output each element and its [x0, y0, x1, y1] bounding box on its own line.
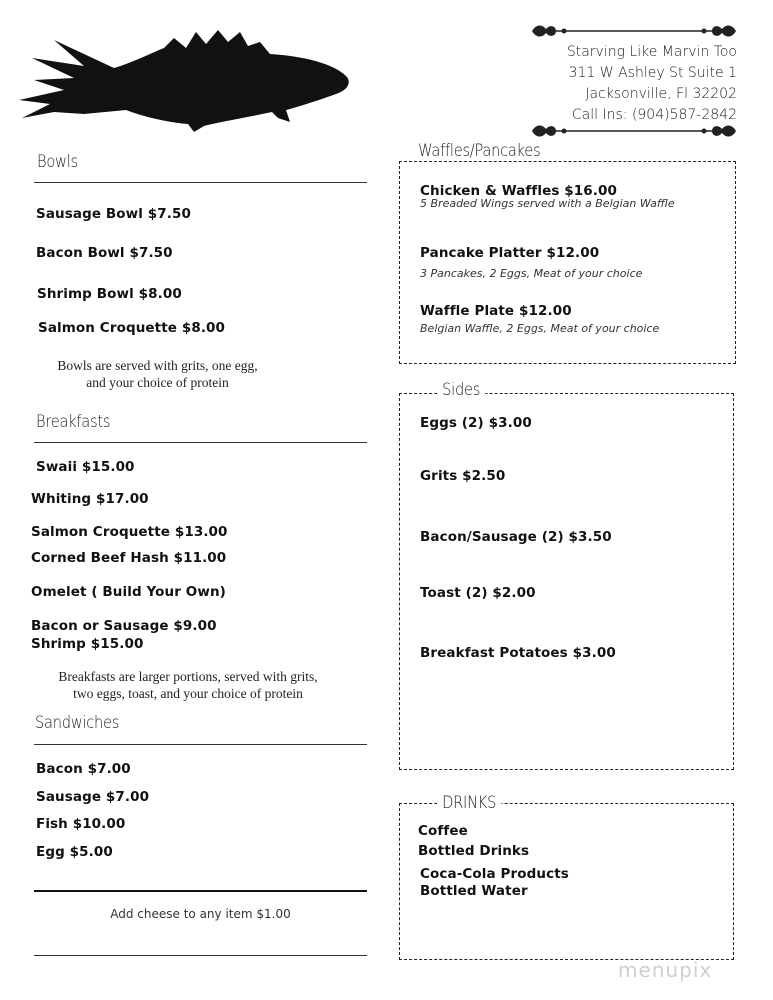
menu-item: Bacon $7.00	[36, 761, 131, 777]
menu-item: Eggs (2) $3.00	[420, 415, 532, 431]
sandwiches-heading: Sandwiches	[35, 713, 120, 733]
sides-box	[399, 393, 734, 770]
restaurant-city: Jacksonville, Fl 32202	[585, 86, 737, 102]
menu-item: Bacon Bowl $7.50	[36, 245, 173, 261]
menu-item: Egg $5.00	[36, 844, 113, 860]
menu-item: Breakfast Potatoes $3.00	[420, 645, 616, 661]
sandwiches-divider	[34, 744, 367, 745]
menu-item: Omelet ( Build Your Own)	[31, 584, 226, 600]
add-on-divider-bottom	[34, 955, 367, 956]
waffles-heading: Waffles/Pancakes	[413, 141, 546, 161]
menu-item: Fish $10.00	[36, 816, 126, 832]
menu-item: Sausage Bowl $7.50	[36, 206, 191, 222]
drinks-heading: DRINKS	[437, 793, 501, 813]
breakfasts-heading: Breakfasts	[36, 412, 111, 432]
menu-item: Pancake Platter $12.00	[420, 245, 600, 261]
add-on-divider-top	[34, 890, 367, 892]
menu-item: Shrimp $15.00	[31, 636, 144, 652]
fish-silhouette-icon	[14, 18, 354, 136]
menu-item: Coca-Cola Products	[420, 866, 569, 882]
restaurant-phone: Call Ins: (904)587-2842	[571, 107, 737, 123]
flourish-ornament-icon	[528, 22, 740, 40]
menu-item: Grits $2.50	[420, 468, 506, 484]
restaurant-street: 311 W Ashley St Suite 1	[568, 65, 737, 81]
menu-item: Chicken & Waffles $16.00	[420, 183, 617, 199]
breakfasts-note: Breakfasts are larger portions, served with grits, two eggs, toast, and your choice of protein	[58, 669, 318, 701]
menu-item: Corned Beef Hash $11.00	[31, 550, 227, 566]
bowls-heading: Bowls	[37, 152, 78, 172]
menu-item: Salmon Croquette $13.00	[31, 524, 228, 540]
menu-item: Sausage $7.00	[36, 789, 150, 805]
menu-item-description: 3 Pancakes, 2 Eggs, Meat of your choice	[420, 267, 643, 280]
menu-item: Coffee	[418, 823, 468, 839]
bowls-divider	[34, 182, 367, 183]
menu-item: Toast (2) $2.00	[420, 585, 536, 601]
add-on-note: Add cheese to any item $1.00	[110, 907, 291, 921]
menu-item: Bottled Water	[420, 883, 528, 899]
menu-item: Bacon or Sausage $9.00	[31, 618, 217, 634]
restaurant-name: Starving Like Marvin Too	[566, 44, 737, 60]
sides-heading: Sides	[437, 380, 485, 400]
menu-item: Salmon Croquette $8.00	[38, 320, 226, 336]
menu-item-description: 5 Breaded Wings served with a Belgian Waffle	[420, 197, 675, 210]
menu-item: Bottled Drinks	[418, 843, 530, 859]
menu-item: Swaii $15.00	[36, 459, 135, 475]
menu-item-description: Belgian Waffle, 2 Eggs, Meat of your choice	[420, 322, 660, 335]
menu-item: Whiting $17.00	[31, 491, 149, 507]
menu-item: Shrimp Bowl $8.00	[37, 286, 182, 302]
breakfasts-divider	[34, 442, 367, 443]
menu-item: Bacon/Sausage (2) $3.50	[420, 529, 612, 545]
restaurant-info	[567, 42, 737, 126]
bowls-note: Bowls are served with grits, one egg, and your choice of protein	[57, 358, 258, 390]
watermark: menupix	[618, 958, 713, 982]
menu-item: Waffle Plate $12.00	[420, 303, 572, 319]
